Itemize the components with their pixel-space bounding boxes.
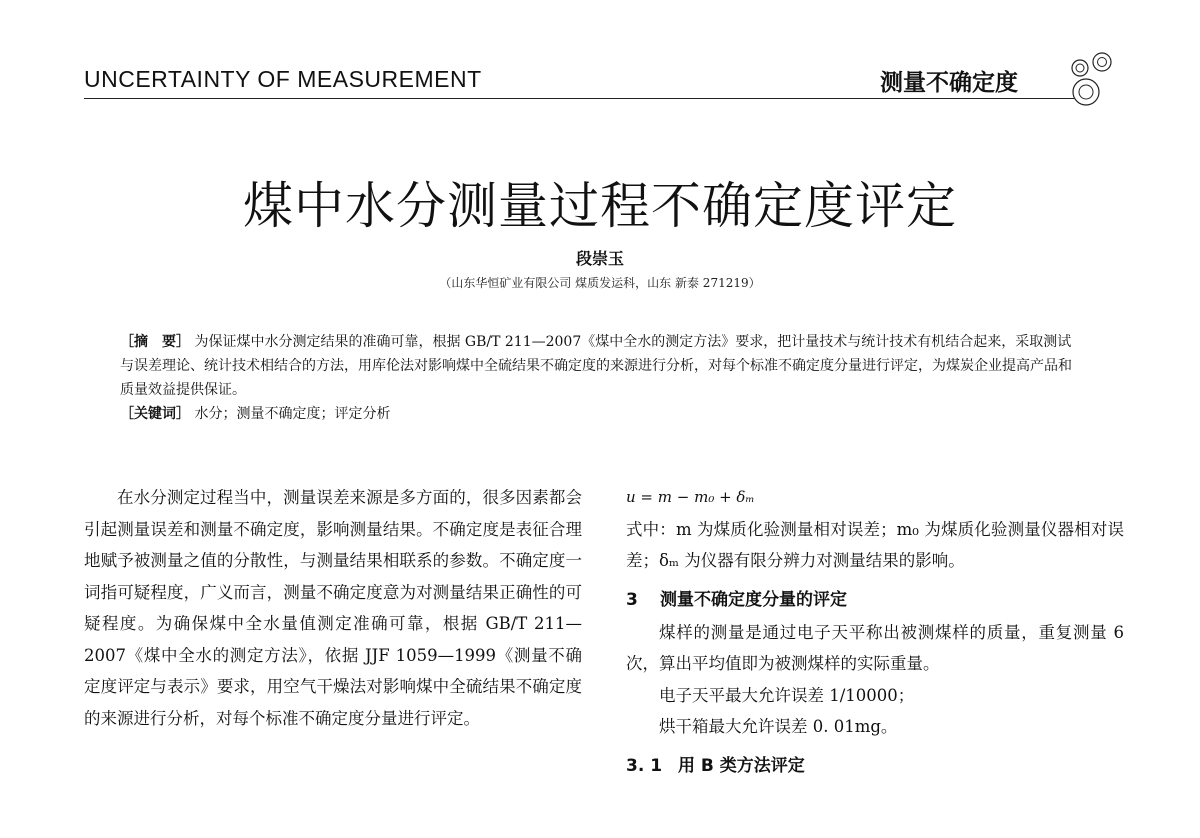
section-3-heading bbox=[626, 585, 1124, 615]
intro-paragraph: 在水分测定过程当中，测量误差来源是多方面的，很多因素都会引起测量误差和测量不确定度，影响测量结果。不确定度是表征合理地赋予被测量之值的分散性，与测量结果相联系的参数。不确定度一词指可疑程度，广义而言，测量不确定度意为对测量结果正确性的可疑程度。为确保煤中全水量值测定准确可靠，根据 GB/T 211—2007《煤中全水的测定方法》，依据 JJF 1059—1999《测量不确定度评定与表示》要求，用空气干燥法对影响煤中全硫结果不确定度的来源进行分析，对每个标准不确定度分量进行评定。 bbox=[84, 488, 582, 728]
section-3-title: 测量不确定度分量的评定 bbox=[660, 589, 847, 610]
body-left-column bbox=[84, 482, 582, 734]
abstract-block bbox=[120, 330, 1080, 426]
keywords-label: ［关键词］ bbox=[120, 406, 190, 422]
oven-tolerance-item: 烘干箱最大允许误差 0. 01mg。 bbox=[659, 717, 898, 736]
section-3-1-number: 3. 1 bbox=[626, 755, 663, 776]
journal-name-cn: 测量不确定度 bbox=[880, 70, 1018, 96]
author-name: 段崇玉 bbox=[575, 249, 624, 268]
section-3-1-title: 用 B 类方法评定 bbox=[678, 755, 805, 776]
abstract-label: ［摘 要］ bbox=[120, 334, 190, 350]
abstract-text: 为保证煤中水分测定结果的准确可靠，根据 GB/T 211—2007《煤中全水的测定方法》要求，把计量技术与统计技术有机结合起来，采取测试与误差理论、统计技术相结合的方法，用库伦法对影响煤中全硫结果不确定度的来源进行分析，对每个标准不确定度分量进行评定，为煤炭企业提高产品和质量效益提供保证。 bbox=[120, 334, 1072, 398]
balance-tolerance-item: 电子天平最大允许误差 1/10000； bbox=[659, 685, 915, 705]
section-3-paragraph: 煤样的测量是通过电子天平称出被测煤样的质量，重复测量 6 次，算出平均值即为被测煤样的实际重量。 bbox=[626, 622, 1124, 673]
journal-name-en: UNCERTAINTY OF MEASUREMENT bbox=[84, 66, 482, 92]
keywords-line bbox=[120, 402, 1080, 426]
uncertainty-formula: u = m − m₀ + δₘ bbox=[626, 488, 755, 506]
body-right-column bbox=[626, 482, 1124, 783]
section-3-number: 3 bbox=[626, 589, 638, 610]
header-divider bbox=[84, 98, 1074, 99]
article-title: 煤中水分测量过程不确定度评定 bbox=[243, 177, 957, 235]
journal-logo-icon bbox=[1056, 52, 1122, 108]
abstract-paragraph bbox=[120, 330, 1080, 402]
keywords-text: 水分；测量不确定度；评定分析 bbox=[194, 406, 391, 422]
author-affiliation: （山东华恒矿业有限公司 煤质发运科，山东 新泰 271219） bbox=[439, 276, 761, 290]
formula-explanation: 式中：m 为煤质化验测量相对误差；m₀ 为煤质化验测量仪器相对误差；δₘ 为仪器有限分辨力对测量结果的影响。 bbox=[626, 519, 1124, 570]
section-3-1-heading bbox=[626, 751, 1124, 781]
